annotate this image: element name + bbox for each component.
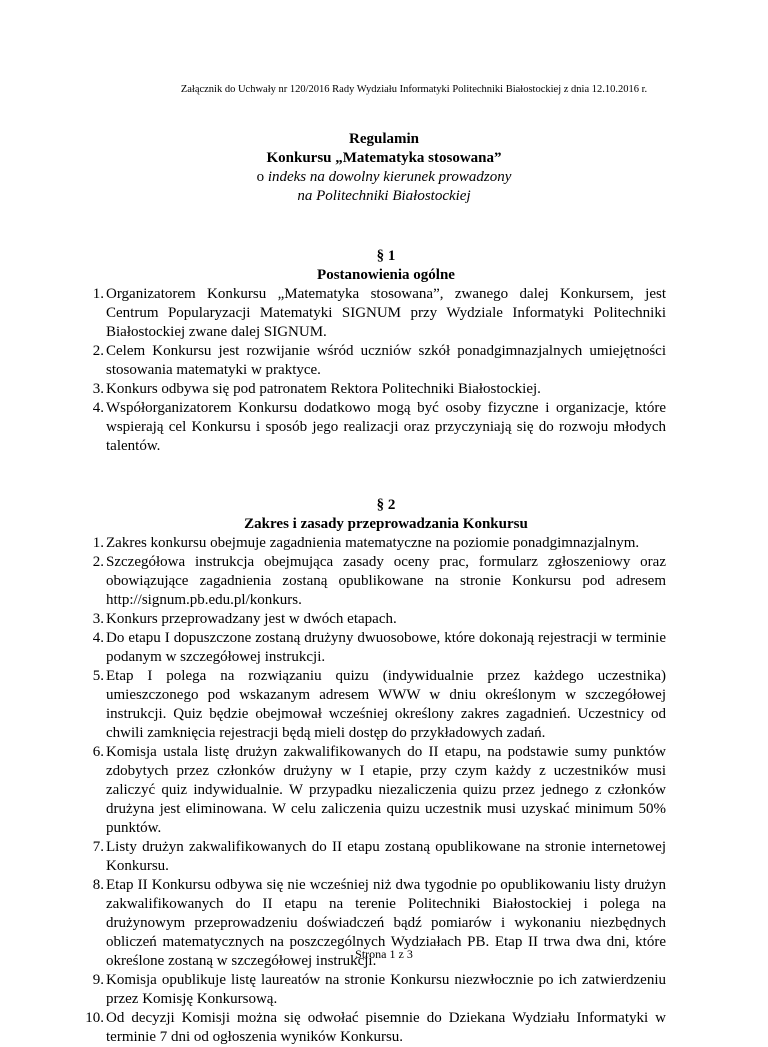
item-text: Listy drużyn zakwalifikowanych do II etapu zostaną opublikowane na stronie internetowej Konkursu. bbox=[106, 839, 666, 874]
list-item bbox=[92, 399, 666, 456]
title-line-3-rest: indeks na dowolny kierunek prowadzony bbox=[264, 169, 512, 185]
list-item bbox=[85, 1009, 666, 1047]
title-line-3-prefix: o bbox=[256, 169, 265, 185]
item-text: Komisja ustala listę drużyn zakwalifikowanych do II etapu, na podstawie sumy punktów zdobytych przez członków drużyny w I etapie, przy czym każdy z uczestników musi zaliczyć quiz indywidualnie. W przypadku niezaliczenia quizu przez jednego z członków drużyna jest eliminowana. W celu zaliczenia quizu uczestnik musi uzyskać minimum 50% punktów. bbox=[106, 744, 666, 836]
section-title: Zakres i zasady przeprowadzania Konkursu bbox=[244, 516, 528, 532]
item-text: Konkurs odbywa się pod patronatem Rektora Politechniki Białostockiej. bbox=[106, 381, 541, 397]
header-note: Załącznik do Uchwały nr 120/2016 Rady Wydziału Informatyki Politechniki Białostockiej z dnia 12.10.2016 r. bbox=[180, 84, 648, 95]
item-text: Organizatorem Konkursu „Matematyka stosowana”, zwanego dalej Konkursem, jest Centrum Popularyzacji Matematyki SIGNUM przy Wydziale Informatyki Politechniki Białostockiej zwane dalej SIGNUM. bbox=[106, 286, 666, 340]
item-number: 4. bbox=[92, 400, 104, 416]
item-text: Od decyzji Komisji można się odwołać pisemnie do Dziekana Wydziału Informatyki w terminie 7 dni od ogłoszenia wyników Konkursu. bbox=[106, 1010, 666, 1045]
item-number: 10. bbox=[85, 1010, 104, 1026]
list-item bbox=[92, 534, 666, 553]
item-number: 4. bbox=[92, 630, 104, 646]
list-item bbox=[92, 971, 666, 1009]
item-number: 1. bbox=[92, 286, 104, 302]
document-content bbox=[85, 247, 666, 1047]
title-line-1: Regulamin bbox=[348, 131, 419, 147]
item-text: Zakres konkursu obejmuje zagadnienia matematyczne na poziomie ponadgimnazjalnym. bbox=[106, 535, 640, 551]
list-item bbox=[92, 342, 666, 380]
item-number: 3. bbox=[92, 381, 104, 397]
section-number: § 1 bbox=[376, 248, 396, 264]
item-text: Etap II Konkursu odbywa się nie wcześniej niż dwa tygodnie po opublikowaniu listy drużyn zakwalifikowanych do II etapu na terenie Politechniki Białostockiej i polega na drużynowym przeprowadzeniu doświadczeń bądź pomiarów i wykonaniu niezbędnych obliczeń matematycznych na poszczególnych Wydziałach PB. Etap II trwa dwa dni, które określone zostaną w szczegółowej instrukcji. bbox=[106, 877, 666, 969]
list-item bbox=[92, 380, 666, 399]
list-item bbox=[92, 629, 666, 667]
item-text: Do etapu I dopuszczone zostaną drużyny dwuosobowe, które dokonają rejestracji w terminie podanym w szczegółowej instrukcji. bbox=[106, 630, 666, 665]
list-item bbox=[92, 610, 666, 629]
page-footer: Strona 1 z 3 bbox=[355, 947, 413, 961]
item-number: 2. bbox=[92, 343, 104, 359]
item-number: 7. bbox=[92, 839, 104, 855]
section-1 bbox=[92, 247, 666, 456]
item-text: Komisja opublikuje listę laureatów na stronie Konkursu niezwłocznie po ich zatwierdzeniu przez Komisję Konkursową. bbox=[106, 972, 666, 1007]
item-number: 6. bbox=[92, 744, 104, 760]
item-text: Celem Konkursu jest rozwijanie wśród uczniów szkół ponadgimnazjalnych umiejętności stosowania matematyki w praktyce. bbox=[106, 343, 666, 378]
section-title: Postanowienia ogólne bbox=[317, 267, 455, 283]
item-number: 8. bbox=[92, 877, 104, 893]
section-1-list bbox=[92, 285, 666, 456]
list-item bbox=[92, 553, 666, 610]
item-number: 5. bbox=[92, 668, 104, 684]
section-gap bbox=[106, 456, 666, 496]
item-text: Współorganizatorem Konkursu dodatkowo mogą być osoby fizyczne i organizacje, które wspierają cel Konkursu i sposób jego realizacji oraz przyczyniają się do rozwoju młodych talentów. bbox=[106, 400, 666, 454]
item-text: Etap I polega na rozwiązaniu quizu (indywidualnie przez każdego uczestnika) umieszczonego pod wskazanym adresem WWW w dniu określonym w szczegółowej instrukcji. Quiz będzie obejmował wcześniej określony zakres zagadnień. Uczestnicy od chwili zamknięcia rejestracji będą mieli dostęp do przykładowych zadań. bbox=[106, 668, 666, 741]
item-text: Konkurs przeprowadzany jest w dwóch etapach. bbox=[106, 611, 397, 627]
title-line-3 bbox=[0, 168, 768, 187]
list-item bbox=[92, 285, 666, 342]
list-item bbox=[92, 743, 666, 838]
list-item bbox=[92, 667, 666, 743]
item-number: 2. bbox=[92, 554, 104, 570]
title-line-2: Konkursu „Matematyka stosowana” bbox=[266, 150, 502, 166]
section-2 bbox=[85, 496, 666, 1047]
item-number: 3. bbox=[92, 611, 104, 627]
list-item bbox=[92, 838, 666, 876]
item-text: Szczegółowa instrukcja obejmująca zasady oceny prac, formularz zgłoszeniowy oraz obowiązujące zagadnienia zostaną opublikowane na stronie Konkursu pod adresem http://signum.pb.edu.pl/konkurs. bbox=[106, 554, 666, 608]
title-block bbox=[0, 130, 768, 206]
section-2-list bbox=[85, 534, 666, 1047]
item-number: 1. bbox=[92, 535, 104, 551]
section-number: § 2 bbox=[376, 497, 396, 513]
title-line-4: na Politechniki Białostockiej bbox=[297, 188, 471, 204]
item-number: 9. bbox=[92, 972, 104, 988]
